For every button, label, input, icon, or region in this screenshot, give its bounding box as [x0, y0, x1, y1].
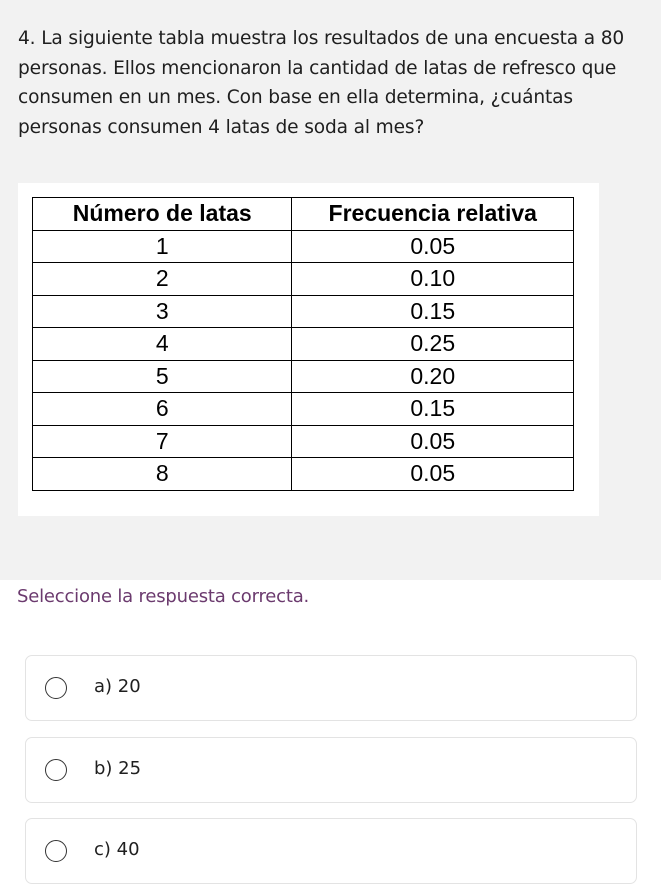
radio-button-icon[interactable] — [45, 840, 67, 862]
table-header-row — [33, 198, 574, 231]
option-c[interactable] — [25, 818, 637, 884]
table-row — [33, 328, 574, 361]
table-cell-cans: 7 — [33, 425, 292, 458]
option-label: b) 25 — [94, 758, 142, 779]
table-row — [33, 425, 574, 458]
table-cell-frequency: 0.25 — [292, 328, 574, 361]
table-row — [33, 263, 574, 296]
table-cell-frequency: 0.20 — [292, 360, 574, 393]
frequency-table — [32, 197, 574, 491]
header-number-of-cans: Número de latas — [33, 198, 292, 231]
table-cell-frequency: 0.05 — [292, 458, 574, 491]
instruction-text: Seleccione la respuesta correcta. — [17, 586, 310, 607]
table-cell-cans: 6 — [33, 393, 292, 426]
option-label: c) 40 — [94, 839, 140, 860]
table-cell-cans: 4 — [33, 328, 292, 361]
table-cell-frequency: 0.05 — [292, 425, 574, 458]
table-row — [33, 295, 574, 328]
table-cell-frequency: 0.15 — [292, 393, 574, 426]
header-relative-frequency: Frecuencia relativa — [292, 198, 574, 231]
table-row — [33, 230, 574, 263]
option-label: a) 20 — [94, 676, 141, 697]
table-cell-frequency: 0.10 — [292, 263, 574, 296]
option-b[interactable] — [25, 737, 637, 803]
table-cell-cans: 2 — [33, 263, 292, 296]
radio-button-icon[interactable] — [45, 759, 67, 781]
table-row — [33, 360, 574, 393]
table-cell-cans: 5 — [33, 360, 292, 393]
table-image — [18, 183, 599, 516]
table-cell-cans: 8 — [33, 458, 292, 491]
table-cell-frequency: 0.15 — [292, 295, 574, 328]
table-row — [33, 393, 574, 426]
question-text: 4. La siguiente tabla muestra los resultados de una encuesta a 80 personas. Ellos mencionaron la cantidad de latas de refresco que consumen en un mes. Con base en ella determina, ¿cuántas personas consumen 4 latas de soda al mes? — [18, 28, 625, 138]
table-cell-frequency: 0.05 — [292, 230, 574, 263]
table-cell-cans: 1 — [33, 230, 292, 263]
table-cell-cans: 3 — [33, 295, 292, 328]
radio-button-icon[interactable] — [45, 677, 67, 699]
option-a[interactable] — [25, 655, 637, 721]
table-row — [33, 458, 574, 491]
